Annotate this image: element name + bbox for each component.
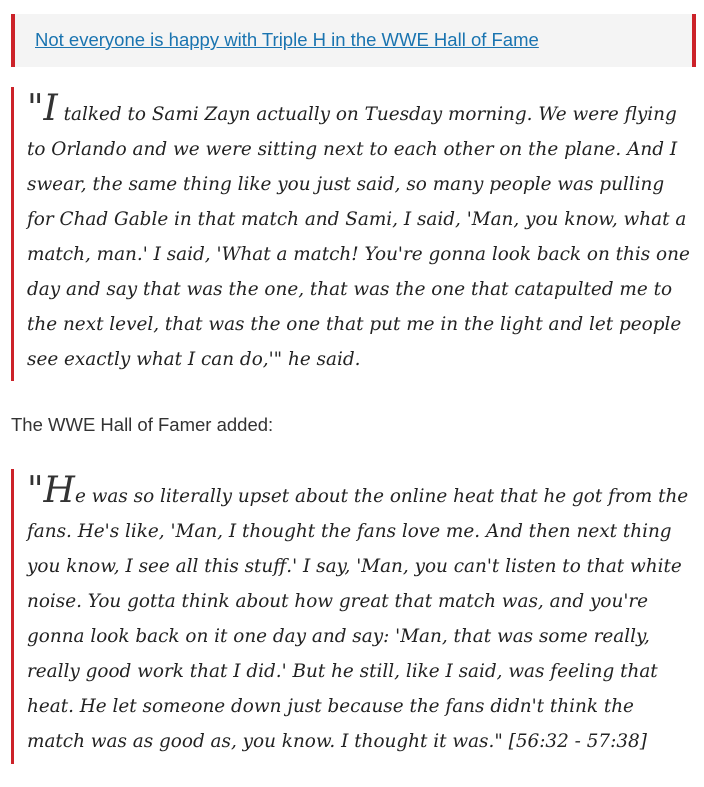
quote-1-dropcap: "I — [27, 88, 58, 129]
quote-block-1 — [11, 87, 696, 381]
quote-2-body: e was so literally upset about the online heat that he got from the fans. He's like, 'Man, I thought the fans love me. And then next thing you know, I see all this stuff.' I say, 'Man, you can't listen to that white noise. You gotta think about how great that match was, and you're gonna look back on it one day and say: 'Man, that was some really, really good work that I did.' But he still, like I said, was feeling that heat. He let someone down just because the fans didn't think the match was as good as, you know. I thought it was." [56:32 - 57:38] — [27, 486, 689, 752]
quote-block-2 — [11, 469, 696, 764]
related-article-link[interactable]: Not everyone is happy with Triple H in the WWE Hall of Fame — [35, 29, 539, 50]
quote-2-text — [27, 470, 690, 759]
body-paragraph: The WWE Hall of Famer added: — [11, 414, 274, 435]
quote-2-dropcap: "H — [27, 470, 75, 511]
quote-1-body: talked to Sami Zayn actually on Tuesday morning. We were flying to Orlando and we were sitting next to each other on the plane. And I swear, the same thing like you just said, so many people was pulling for Chad Gable in that match and Sami, I said, 'Man, you know, what a match, man.' I said, 'What a match! You're gonna look back on this one day and say that was the one, that was the one that catapulted me to the next level, that was the one that put me in the light and let people see exactly what I can do,'" he said. — [27, 104, 690, 370]
quote-1-text — [27, 88, 690, 377]
related-article-box — [11, 14, 696, 67]
